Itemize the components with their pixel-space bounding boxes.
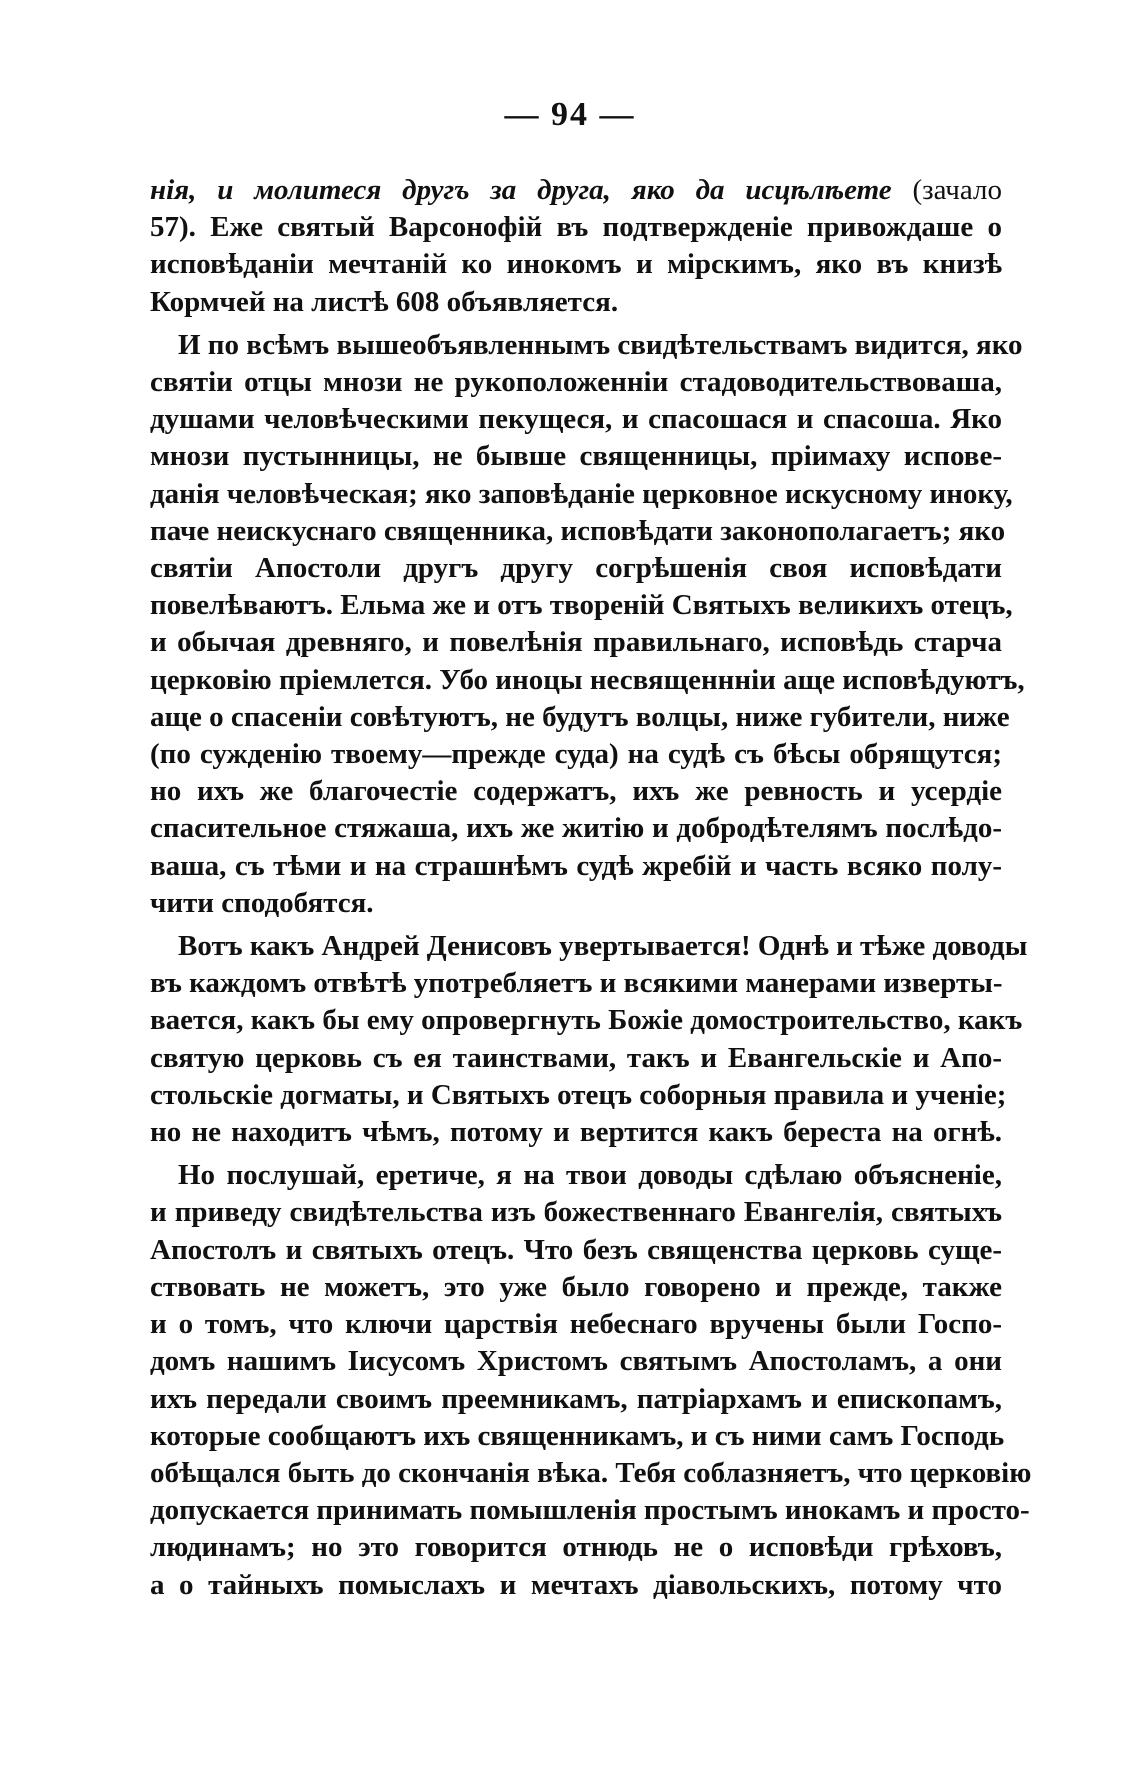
text-line: [150, 476, 1013, 513]
paragraph: [150, 172, 1002, 321]
text-run: ихъ передали своимъ преемникамъ, патріархамъ и епископамъ,: [150, 1382, 1002, 1415]
text-line: [150, 1040, 1002, 1077]
text-line: [150, 327, 1023, 364]
italic-text: нія, и молитеся другъ за друга, яко да исцѣлѣете: [150, 174, 892, 206]
text-line: [150, 172, 1002, 209]
text-line: [150, 1455, 1032, 1492]
text-run: вается, какъ бы ему опровергнуть Божіе домостроительство, какъ: [150, 1004, 1023, 1037]
text-run: Апостолъ и святыхъ отецъ. Что безъ священства церковь суще-: [150, 1233, 1002, 1266]
paragraph: [150, 327, 1025, 922]
text-line: [150, 1418, 1005, 1455]
text-run: исповѣданіи мечтаній ко инокомъ и мірскимъ, яко въ книзѣ: [150, 248, 1002, 281]
text-line: [150, 1269, 1002, 1306]
text-line: [150, 773, 1002, 810]
text-line: [150, 246, 1002, 283]
text-line: [150, 284, 1002, 321]
text-line: [150, 1492, 1030, 1529]
text-line: [150, 1232, 1002, 1269]
text-run: аще о спасеніи совѣтуютъ, не будутъ волцы, ниже губители, ниже: [150, 700, 1010, 733]
text-line: [150, 810, 1002, 847]
text-line: [150, 928, 1028, 965]
text-line: [150, 401, 1002, 438]
text-line: [150, 885, 1002, 922]
text-run: но не находитъ чѣмъ, потому и вертится какъ береста на огнѣ.: [150, 1116, 1002, 1149]
text-run: И по всѣмъ вышеобъявленнымъ свидѣтельствамъ видится, яко: [178, 328, 1023, 361]
text-run: 57). Еже святый Варсонофій въ подтвержденіе привождаше о: [150, 211, 1002, 244]
text-run: душами человѣческими пекущеся, и спасошася и спасоша. Яко: [150, 403, 1002, 436]
text-run: (зачало: [891, 174, 1002, 206]
text-run: святіи Апостоли другъ другу согрѣшенія своя исповѣдати: [150, 552, 1002, 585]
text-line: [150, 1002, 1023, 1039]
text-run: и о томъ, что ключи царствія небеснаго вручены были Госпо-: [150, 1308, 1002, 1341]
page-number: — 94 —: [504, 96, 636, 133]
text-line: [150, 736, 1002, 773]
text-line: [150, 587, 1013, 624]
text-run: людинамъ; но это говорится отнюдь не о исповѣди грѣховъ,: [150, 1531, 1002, 1564]
text-run: домъ нашимъ Іисусомъ Христомъ святымъ Апостоламъ, а они: [150, 1345, 1002, 1378]
text-line: [150, 550, 1002, 587]
body-text: [150, 172, 1032, 1610]
text-line: [150, 965, 1002, 1002]
text-run: допускается принимать помышленія простымъ инокамъ и просто-: [150, 1494, 1030, 1527]
text-run: и обычая древняго, и повелѣнія правильнаго, исповѣдь старча: [150, 626, 1002, 659]
text-run: паче неискуснаго священника, исповѣдати законополагаетъ; яко: [150, 514, 1006, 547]
text-line: [150, 624, 1002, 661]
text-run: мнози пустынницы, не бывше священницы, пріимаху испове-: [150, 440, 1002, 473]
text-run: (по сужденію твоему—прежде суда) на судѣ съ бѣсы обрящутся;: [150, 738, 1002, 771]
text-line: [150, 438, 1002, 475]
text-line: [150, 209, 1002, 246]
text-line: [150, 1194, 1002, 1231]
text-run: въ каждомъ отвѣтѣ употребляетъ и всякими манерами изверты-: [150, 967, 1003, 1000]
text-line: [150, 364, 1002, 401]
text-line: [150, 1114, 1002, 1151]
text-line: [150, 1157, 1002, 1194]
text-line: [150, 1343, 1002, 1380]
text-run: ствовать не можетъ, это уже было говорено и прежде, также: [150, 1270, 1002, 1303]
paragraph: [150, 928, 1028, 1151]
text-run: но ихъ же благочестіе содержатъ, ихъ же ревность и усердіе: [150, 775, 1002, 808]
text-run: обѣщался быть до скончанія вѣка. Тебя соблазняетъ, что церковію: [150, 1456, 1032, 1489]
text-line: [150, 699, 1010, 736]
text-run: ваша, съ тѣми и на страшнѣмъ судѣ жребій и часть всяко полу-: [150, 849, 1002, 882]
text-run: спасительное стяжаша, ихъ же житію и добродѣтелямъ послѣдо-: [150, 812, 1002, 845]
text-run: данія человѣческая; яко заповѣданіе церковное искусному иноку,: [150, 477, 1013, 510]
text-run: Кормчей на листѣ 608 объявляется.: [150, 285, 619, 318]
text-line: [150, 1381, 1002, 1418]
text-line: [150, 513, 1006, 550]
text-line: [150, 1077, 1007, 1114]
text-run: чити сподобятся.: [150, 886, 374, 919]
text-line: [150, 662, 1025, 699]
text-run: повелѣваютъ. Ельма же и отъ твореній Святыхъ великихъ отецъ,: [150, 589, 1013, 622]
text-line: [150, 1306, 1002, 1343]
text-run: которые сообщаютъ ихъ священникамъ, и съ ними самъ Господь: [150, 1419, 1005, 1452]
text-run: святую церковь съ ея таинствами, такъ и Евангельскіе и Апо-: [150, 1041, 1002, 1074]
text-run: а о тайныхъ помыслахъ и мечтахъ діавольскихъ, потому что: [150, 1568, 1002, 1601]
text-line: [150, 1529, 1002, 1566]
text-line: [150, 1567, 1002, 1604]
text-run: святіи отцы мнози не рукоположенніи стадоводительствоваша,: [150, 366, 1002, 399]
paragraph: [150, 1157, 1032, 1603]
text-line: [150, 848, 1002, 885]
text-run: и приведу свидѣтельства изъ божественнаго Евангелія, святыхъ: [150, 1196, 1002, 1229]
text-run: Вотъ какъ Андрей Денисовъ увертывается! Однѣ и тѣже доводы: [178, 930, 1028, 963]
text-run: церковію пріемлется. Убо иноцы несвященнніи аще исповѣдуютъ,: [150, 663, 1025, 696]
text-run: Но послушай, еретиче, я на твои доводы сдѣлаю объясненіе,: [178, 1159, 1002, 1192]
text-run: стольскіе догматы, и Святыхъ отецъ соборныя правила и ученіе;: [150, 1078, 1007, 1111]
